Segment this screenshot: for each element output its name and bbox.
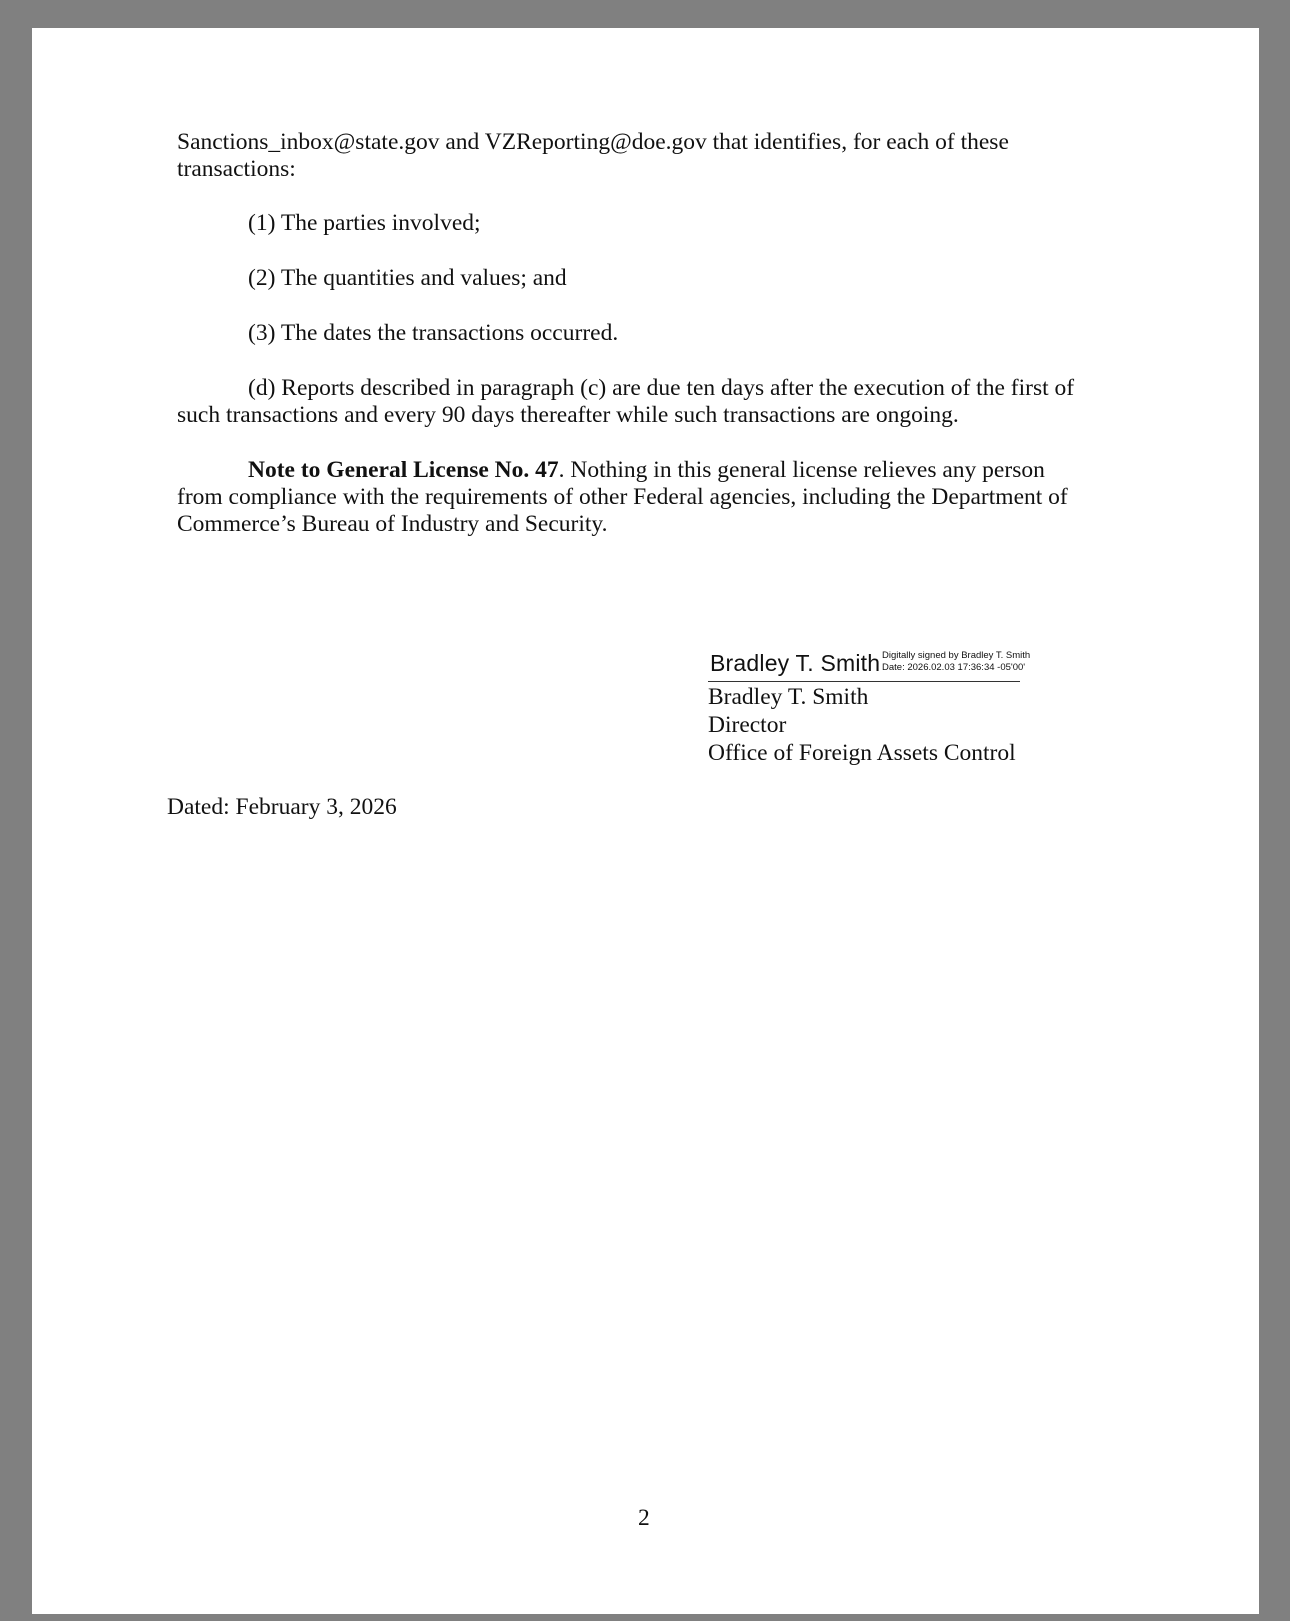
- note-line-3: Commerce’s Bureau of Industry and Security.: [177, 511, 608, 537]
- paragraph-d-line-1: (d) Reports described in paragraph (c) are due ten days after the execution of the first of: [248, 375, 1075, 401]
- signer-name: Bradley T. Smith: [708, 684, 869, 710]
- note-heading: Note to General License No. 47: [248, 457, 559, 483]
- list-item-parties: (1) The parties involved;: [248, 210, 481, 236]
- signature-line: [708, 681, 1020, 682]
- signer-title: Director: [708, 712, 787, 738]
- page-number: 2: [638, 1505, 650, 1531]
- list-item-quantities: (2) The quantities and values; and: [248, 265, 567, 291]
- list-item-dates: (3) The dates the transactions occurred.: [248, 320, 619, 346]
- note-line-1: [248, 456, 1045, 484]
- paragraph-d-line-2: such transactions and every 90 days thereafter while such transactions are ongoing.: [177, 402, 959, 428]
- intro-line-2: transactions:: [177, 156, 296, 182]
- document-page: [32, 28, 1259, 1614]
- digital-signature-signed-by: Digitally signed by Bradley T. Smith: [882, 650, 1031, 661]
- digital-signature-date: Date: 2026.02.03 17:36:34 -05'00': [882, 662, 1026, 673]
- digital-signature-name: Bradley T. Smith: [710, 650, 881, 676]
- note-line-2: from compliance with the requirements of other Federal agencies, including the Department of: [177, 484, 1068, 510]
- dated-line: Dated: February 3, 2026: [167, 794, 397, 820]
- intro-line-1: Sanctions_inbox@state.gov and VZReporting@doe.gov that identifies, for each of these: [177, 129, 1009, 155]
- note-line-1-text: . Nothing in this general license relieves any person: [558, 457, 1045, 483]
- signer-office: Office of Foreign Assets Control: [708, 740, 1016, 766]
